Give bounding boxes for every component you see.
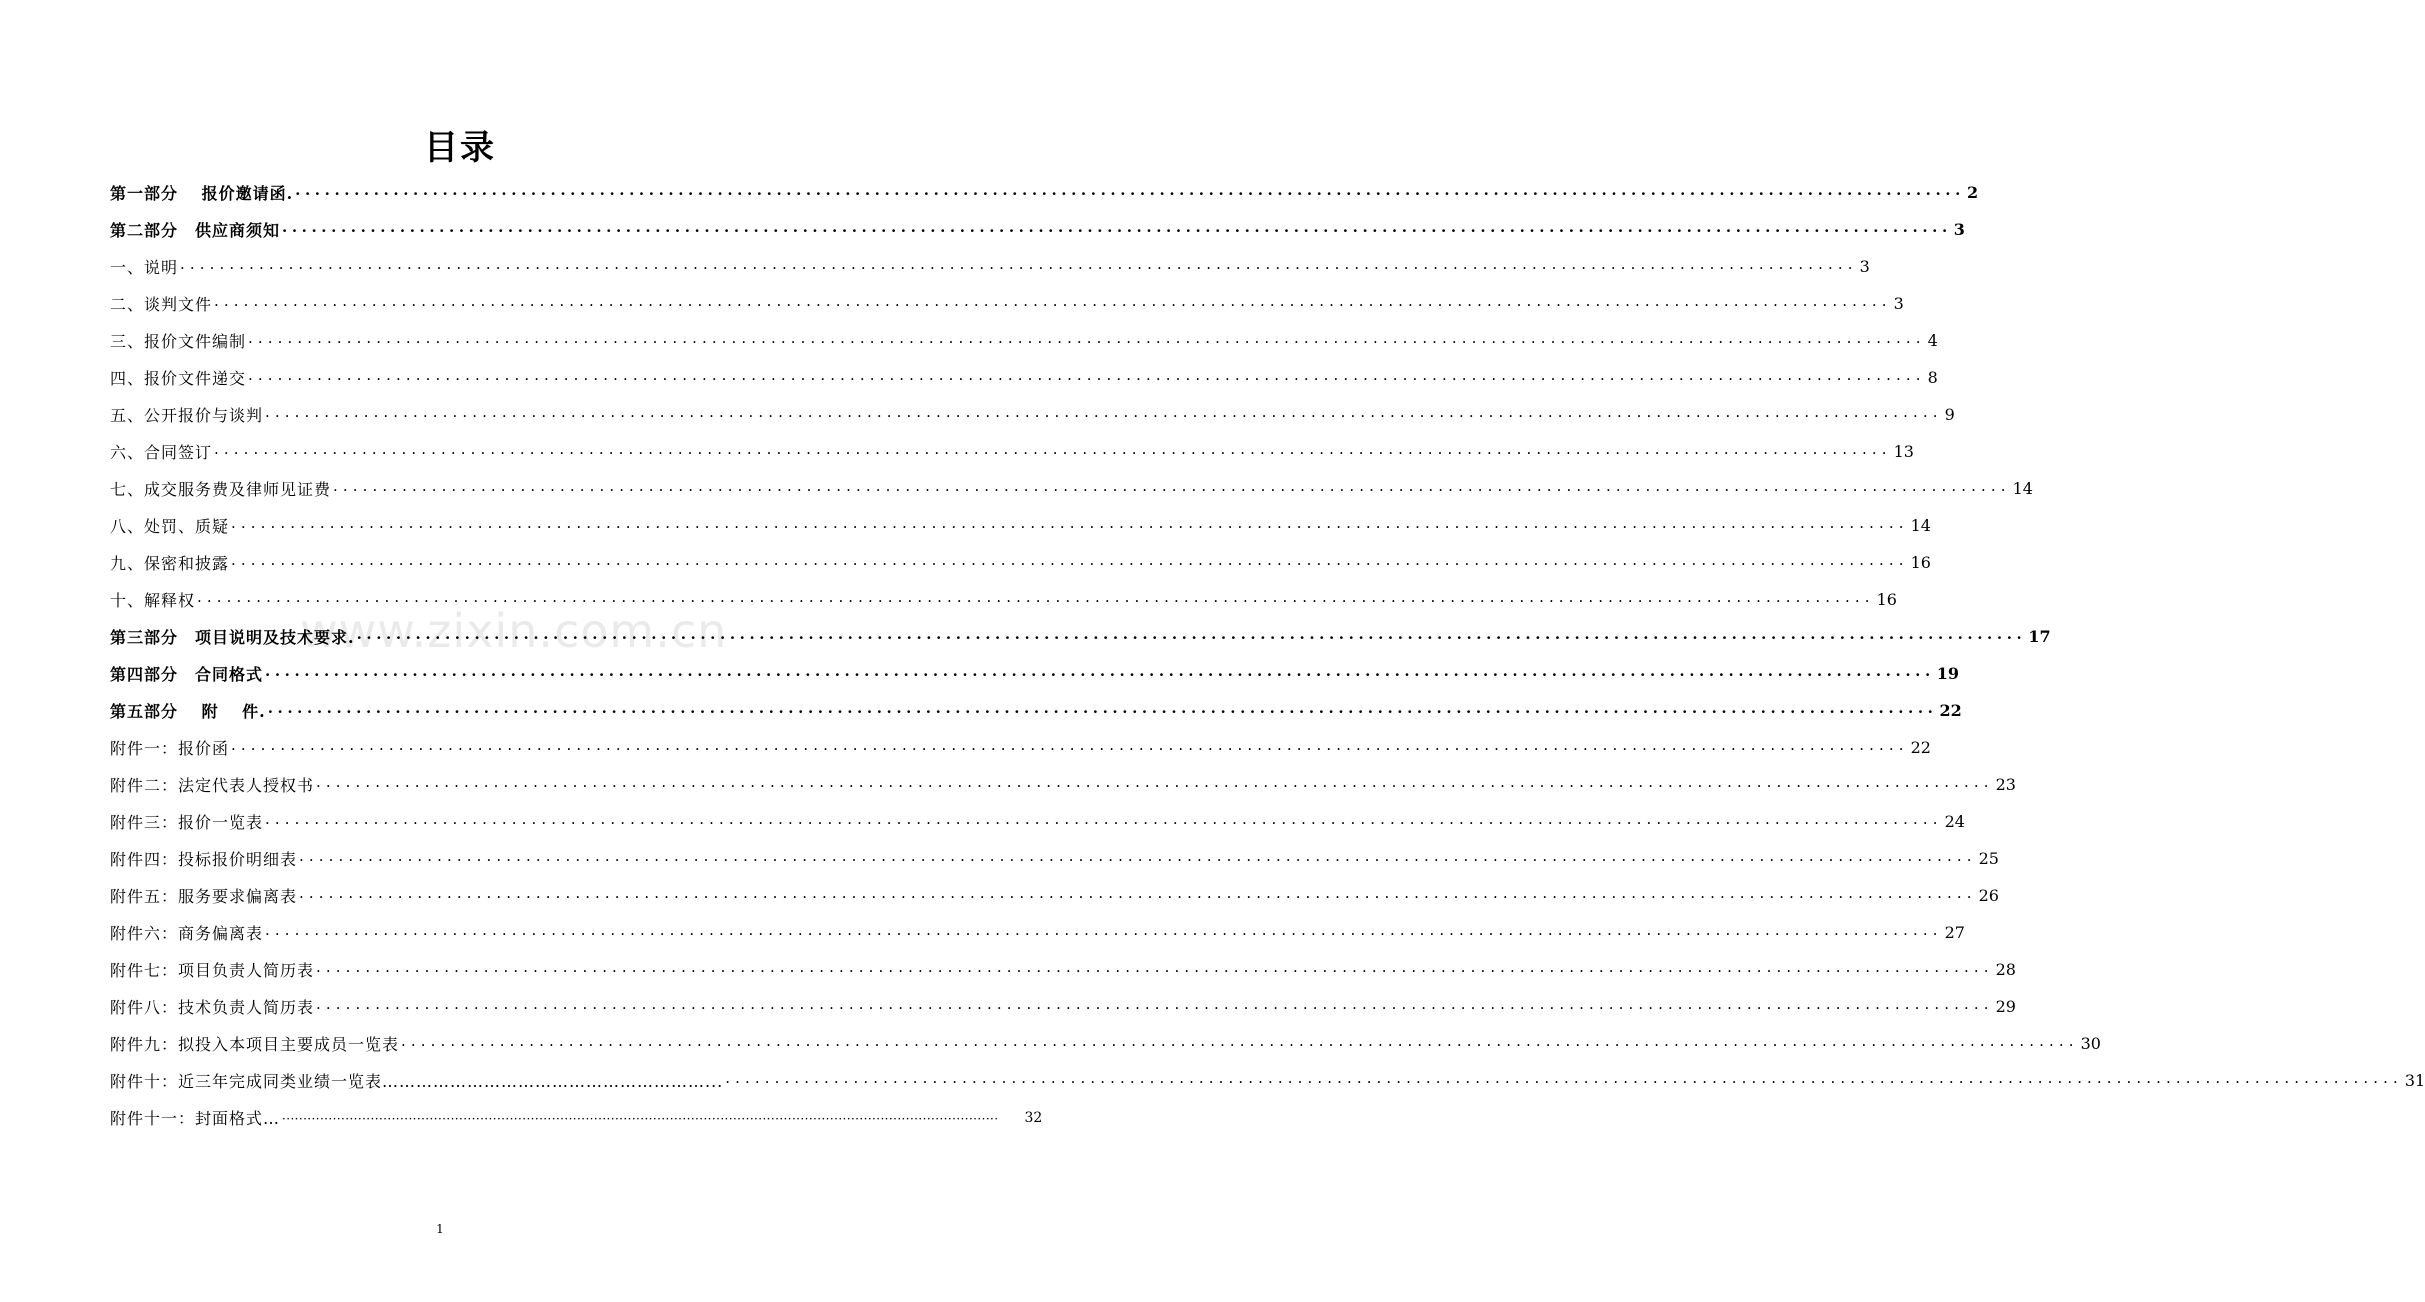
toc-leader-dots: ·········································································································································································· xyxy=(401,1035,2079,1054)
toc-entry-section-3[interactable] xyxy=(110,322,1938,359)
toc-entry-page: 17 xyxy=(2028,627,2051,646)
watermark: www.zixin.com.cn xyxy=(300,604,728,658)
toc-entry-page: 26 xyxy=(1978,886,1999,905)
toc-entry-annex-6[interactable] xyxy=(110,914,1965,951)
toc-entry-label: 附件一：报价函 xyxy=(110,739,230,758)
toc-entry-label: 附件七：项目负责人简历表 xyxy=(110,961,315,980)
toc-leader-dots: ·········································································································································································· xyxy=(231,554,1909,573)
toc-entry-label: 九、保密和披露 xyxy=(110,554,230,573)
toc-entry-page: 29 xyxy=(1995,997,2016,1016)
toc-entry-section-9[interactable] xyxy=(110,544,1931,581)
toc-entry-page: 3 xyxy=(1893,294,1904,313)
toc-entry-annex-5[interactable] xyxy=(110,877,1999,914)
toc-entry-page: 9 xyxy=(1944,405,1955,424)
toc-entry-page: 3 xyxy=(1859,257,1870,276)
toc-entry-annex-3[interactable] xyxy=(110,803,1965,840)
toc-entry-annex-8[interactable] xyxy=(110,988,2016,1025)
toc-entry-label: 第二部分 供应商须知 xyxy=(110,221,281,240)
toc-leader-dots: ·········································································································································································· xyxy=(282,1111,999,1126)
toc-entry-section-4[interactable] xyxy=(110,359,1938,396)
toc-leader-dots: ·········································································································································································· xyxy=(265,813,1943,832)
toc-entry-page: 14 xyxy=(2012,479,2033,498)
toc-leader-dots: ·········································································································································································· xyxy=(248,332,1926,351)
toc-leader-dots: ·········································································································································································· xyxy=(316,961,1994,980)
toc-entry-label: 第一部分 报价邀请函. xyxy=(110,184,294,203)
toc-entry-page: 14 xyxy=(1910,516,1931,535)
toc-entry-page: 23 xyxy=(1995,775,2016,794)
toc-entry-part-2[interactable] xyxy=(110,211,1965,248)
toc-entry-label: 二、谈判文件 xyxy=(110,295,213,314)
toc-leader-dots: ·········································································································································································· xyxy=(316,776,1994,795)
toc-entry-label: 附件三：报价一览表 xyxy=(110,813,264,832)
toc-entry-section-8[interactable] xyxy=(110,507,1931,544)
toc-entry-label: 附件六：商务偏离表 xyxy=(110,924,264,943)
toc-entry-label: 一、说明 xyxy=(110,258,179,277)
toc-entry-label: 附件九：拟投入本项目主要成员一览表 xyxy=(110,1035,400,1054)
toc-entry-part-5[interactable] xyxy=(110,692,1962,729)
toc-entry-page: 25 xyxy=(1978,849,1999,868)
toc-leader-dots: ·········································································································································································· xyxy=(180,258,1858,277)
toc-leader-dots: ·········································································································································································· xyxy=(265,406,1943,425)
toc-leader-dots: ·········································································································································································· xyxy=(356,628,2027,647)
toc-leader-dots: ·········································································································································································· xyxy=(214,295,1892,314)
toc-entry-annex-1[interactable] xyxy=(110,729,1931,766)
toc-leader-dots: ·········································································································································································· xyxy=(231,517,1909,536)
toc-leader-dots: ·········································································································································································· xyxy=(267,702,1938,721)
toc-leader-dots: ·········································································································································································· xyxy=(248,369,1926,388)
toc-entry-page: 27 xyxy=(1944,923,1965,942)
toc-entry-page: 13 xyxy=(1893,442,1914,461)
toc-entry-page: 3 xyxy=(1953,220,1965,239)
toc-entry-label: 三、报价文件编制 xyxy=(110,332,247,351)
toc-entry-section-6[interactable] xyxy=(110,433,1914,470)
toc-entry-page: 22 xyxy=(1939,701,1962,720)
toc-leader-dots: ·········································································································································································· xyxy=(265,665,1935,684)
toc-leader-dots: ·········································································································································································· xyxy=(295,184,1965,203)
toc-entry-part-3[interactable] xyxy=(110,618,2051,655)
toc-entry-annex-2[interactable] xyxy=(110,766,2016,803)
toc-entry-page: 19 xyxy=(1936,664,1960,683)
toc-entry-label: 附件八：技术负责人简历表 xyxy=(110,998,315,1017)
toc-entry-section-1[interactable] xyxy=(110,248,1870,285)
toc-entry-label: 附件十：近三年完成同类业绩一览表…………………………………………………... xyxy=(110,1072,724,1091)
toc-entry-label: 附件二：法定代表人授权书 xyxy=(110,776,315,795)
toc-leader-dots: ·········································································································································································· xyxy=(197,591,1875,610)
toc-entry-annex-9[interactable] xyxy=(110,1025,2101,1062)
toc-entry-page: 30 xyxy=(2080,1034,2101,1053)
toc-entry-label: 八、处罚、质疑 xyxy=(110,517,230,536)
toc-entry-page: 28 xyxy=(1995,960,2016,979)
toc-entry-page: 8 xyxy=(1927,368,1938,387)
toc-entry-label: 附件十一：封面格式… xyxy=(110,1109,281,1128)
toc-leader-dots: ·········································································································································································· xyxy=(214,443,1892,462)
page-number: 1 xyxy=(436,1222,444,1236)
toc-leader-dots: ·········································································································································································· xyxy=(299,850,1977,869)
toc-entry-section-10[interactable] xyxy=(110,581,1897,618)
toc-entry-annex-7[interactable] xyxy=(110,951,2016,988)
toc-entry-page: 31 xyxy=(2404,1071,2425,1090)
toc-entry-page: 32 xyxy=(1024,1109,1043,1126)
toc-entry-part-4[interactable] xyxy=(110,655,1960,692)
toc-entry-label: 七、成交服务费及律师见证费 xyxy=(110,480,332,499)
toc-entry-label: 第四部分 合同格式 xyxy=(110,665,264,684)
toc-entry-page: 24 xyxy=(1944,812,1965,831)
toc-leader-dots: ·········································································································································································· xyxy=(231,739,1909,758)
toc-leader-dots: ·········································································································································································· xyxy=(316,998,1994,1017)
toc-entry-page: 16 xyxy=(1876,590,1897,609)
toc-entry-label: 附件五：服务要求偏离表 xyxy=(110,887,298,906)
table-of-contents xyxy=(110,174,2425,1136)
toc-leader-dots: ·········································································································································································· xyxy=(333,480,2011,499)
toc-entry-page: 22 xyxy=(1910,738,1931,757)
toc-entry-label: 十、解释权 xyxy=(110,591,196,610)
page-title: 目录 xyxy=(424,128,496,168)
toc-entry-page: 4 xyxy=(1927,331,1938,350)
toc-leader-dots: ·········································································································································································· xyxy=(282,221,1952,240)
toc-entry-page: 16 xyxy=(1910,553,1931,572)
toc-entry-label: 附件四：投标报价明细表 xyxy=(110,850,298,869)
toc-entry-part-1[interactable] xyxy=(110,174,1979,211)
toc-leader-dots: ·········································································································································································· xyxy=(265,924,1943,943)
toc-entry-label: 五、公开报价与谈判 xyxy=(110,406,264,425)
toc-entry-label: 四、报价文件递交 xyxy=(110,369,247,388)
toc-entry-page: 2 xyxy=(1966,183,1979,202)
toc-entry-section-7[interactable] xyxy=(110,470,2033,507)
toc-entry-annex-10[interactable] xyxy=(110,1062,2425,1099)
toc-leader-dots: ·········································································································································································· xyxy=(725,1072,2403,1091)
toc-entry-section-2[interactable] xyxy=(110,285,1904,322)
toc-leader-dots: ·········································································································································································· xyxy=(299,887,1977,906)
toc-entry-annex-4[interactable] xyxy=(110,840,1999,877)
toc-entry-annex-11[interactable] xyxy=(110,1099,1043,1136)
toc-entry-label: 六、合同签订 xyxy=(110,443,213,462)
toc-entry-label: 第三部分 项目说明及技术要求. xyxy=(110,628,355,647)
toc-entry-section-5[interactable] xyxy=(110,396,1955,433)
toc-entry-label: 第五部分 附 件. xyxy=(110,702,266,721)
